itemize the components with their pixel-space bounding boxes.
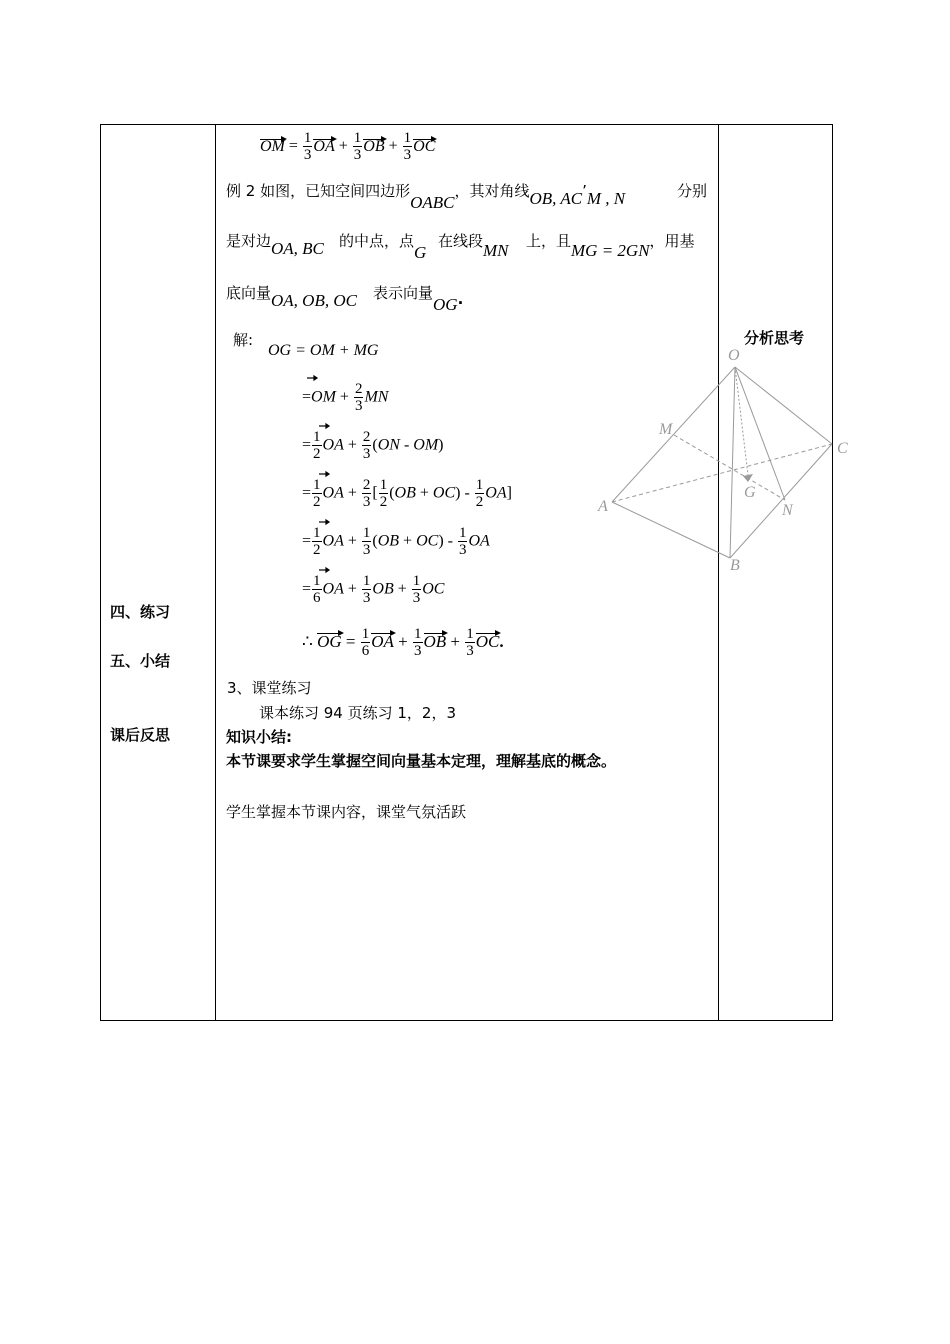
solution-line-3: = $\frac{1}{2}$ OA + $\frac{2}{3}$ (ON - OM) (302, 429, 444, 462)
label-O: O (728, 347, 740, 364)
solution-line-5: = $\frac{1}{2}$ OA + $\frac{1}{3}$ (OB + OC) - $\frac{1}{3}$ OA (302, 525, 490, 558)
label-A: A (598, 498, 608, 515)
label-M: M (659, 421, 673, 438)
solution-conclusion: ∴ OG = $\frac{1}{6}$ OA + $\frac{1}{3}$ OB + $\frac{1}{3}$ OC. (302, 626, 504, 659)
reflection-label: 课后反思 (110, 726, 171, 744)
example-line-2d: 上，且MG = 2GN，用基 (526, 232, 695, 260)
solution-label: 解: (233, 331, 254, 349)
section-practice-label: 四、练习 (110, 603, 171, 621)
solution-line-4: = $\frac{1}{2}$ OA + $\frac{2}{3}$ [ $\frac{1}{2}$ (OB + OC) - $\frac{1}{2}$ OA] (302, 477, 512, 510)
example-line-2: 是对边OA, BC (226, 232, 324, 258)
label-C: C (837, 440, 848, 457)
practice-title: 3、课堂练习 (227, 679, 312, 697)
reflection-text: 学生掌握本节课内容，课堂气氛活跃 (226, 803, 467, 821)
label-B: B (730, 557, 740, 574)
example-line-3b: 表示向量OG. (373, 284, 464, 314)
solution-line-1: OG = OM + MG (268, 342, 379, 359)
label-G: G (744, 484, 756, 501)
column-divider-left (215, 125, 216, 1020)
label-N: N (782, 502, 793, 519)
example-line-1: 例 2 如图，已知空间四边形OABC，其对角线OB, AC’M , N (226, 182, 626, 212)
top-equation: OM = $\frac{1}{3}$ OA + $\frac{1}{3}$ OB + $\frac{1}{3}$ OC (260, 130, 436, 163)
vector-arrow-marks-2 (318, 420, 332, 580)
example-line-3: 底向量OA, OB, OC (226, 284, 357, 310)
practice-item: 课本练习 94 页练习 1，2，3 (259, 704, 457, 722)
tetrahedron-figure (590, 340, 860, 580)
analysis-heading: 分析思考 (744, 329, 805, 347)
summary-title: 知识小结: (226, 728, 292, 746)
summary-text: 本节课要求学生掌握空间向量基本定理，理解基底的概念。 (226, 752, 617, 770)
example-line-1-end: 分别 (677, 182, 708, 200)
section-summary-label: 五、小结 (110, 652, 171, 670)
solution-line-6: = $\frac{1}{6}$ OA + $\frac{1}{3}$ OB + $\frac{1}{3}$ OC (302, 573, 445, 606)
example-line-2b: 的中点，点G (339, 232, 427, 262)
solution-line-2: =OM + $\frac{2}{3}$ MN (302, 381, 389, 414)
example-line-2c: 在线段MN (438, 232, 509, 260)
